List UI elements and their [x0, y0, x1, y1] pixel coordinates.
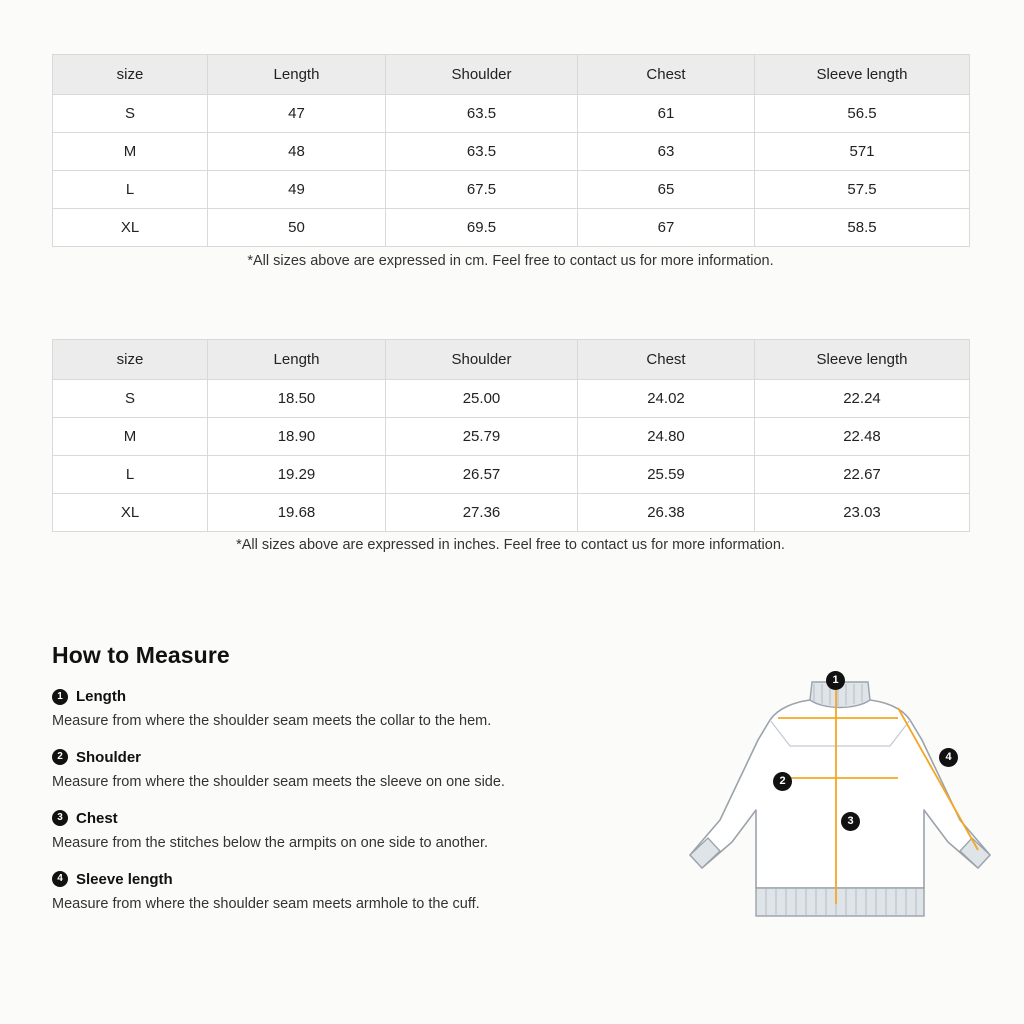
number-badge-icon: 4: [52, 871, 68, 887]
column-header: Sleeve length: [755, 340, 970, 380]
table-header-row: [53, 340, 970, 380]
number-badge-icon: 3: [52, 810, 68, 826]
measure-label: Sleeve length: [76, 870, 173, 888]
cell-chest: 65: [578, 171, 755, 209]
cell-length: 48: [208, 133, 386, 171]
measure-head: [52, 749, 652, 766]
cell-length: 47: [208, 95, 386, 133]
measure-label: Length: [76, 688, 126, 705]
cell-shoulder: 63.5: [386, 133, 578, 171]
cell-length: 50: [208, 209, 386, 247]
cell-size: XL: [53, 209, 208, 247]
cell-chest: 24.80: [578, 418, 755, 456]
table-header-row: [53, 55, 970, 95]
jacket-diagram-icon: [660, 660, 1020, 950]
measure-description: Measure from the stitches below the armpits on one side to another.: [52, 834, 489, 851]
cell-shoulder: 63.5: [386, 95, 578, 133]
size-table-inch: [52, 339, 970, 532]
cell-length: 19.29: [208, 456, 386, 494]
how-to-measure-list: [52, 688, 652, 931]
measure-item-shoulder: [52, 749, 652, 792]
cell-shoulder: 26.57: [386, 456, 578, 494]
measure-item-chest: [52, 810, 652, 853]
cell-length: 18.50: [208, 380, 386, 418]
table-row: [53, 171, 970, 209]
size-table-cm: [52, 54, 970, 247]
cell-size: S: [53, 380, 208, 418]
cell-chest: 63: [578, 133, 755, 171]
cell-size: M: [53, 418, 208, 456]
cell-sleeve-length: 57.5: [755, 171, 970, 209]
cell-sleeve-length: 56.5: [755, 95, 970, 133]
cell-size: XL: [53, 494, 208, 532]
cell-chest: 25.59: [578, 456, 755, 494]
number-badge-icon: 1: [52, 689, 68, 705]
illustration-badge-chest: 3: [841, 812, 860, 831]
cell-chest: 67: [578, 209, 755, 247]
garment-illustration: [660, 660, 1020, 950]
table-row: [53, 380, 970, 418]
table-row: [53, 95, 970, 133]
table-row: [53, 456, 970, 494]
table-row: [53, 494, 970, 532]
column-header: Shoulder: [386, 55, 578, 95]
measure-description: Measure from where the shoulder seam meets the sleeve on one side.: [52, 773, 505, 790]
table-row: [53, 418, 970, 456]
cell-sleeve-length: 22.48: [755, 418, 970, 456]
cell-shoulder: 25.00: [386, 380, 578, 418]
cell-sleeve-length: 22.67: [755, 456, 970, 494]
illustration-badge-shoulder: 2: [773, 772, 792, 791]
cell-size: S: [53, 95, 208, 133]
cell-size: L: [53, 456, 208, 494]
table-note-inch: *All sizes above are expressed in inches. Feel free to contact us for more information.: [236, 537, 785, 553]
column-header: Chest: [578, 340, 755, 380]
cell-length: 18.90: [208, 418, 386, 456]
cell-shoulder: 25.79: [386, 418, 578, 456]
measure-label: Chest: [76, 809, 118, 827]
number-badge-icon: 2: [52, 749, 68, 765]
column-header: Length: [208, 340, 386, 380]
column-header: Chest: [578, 55, 755, 95]
column-header: size: [53, 55, 208, 95]
measure-description: Measure from where the shoulder seam meets armhole to the cuff.: [52, 895, 480, 912]
cell-chest: 26.38: [578, 494, 755, 532]
illustration-badge-length: 1: [826, 671, 845, 690]
cell-sleeve-length: 58.5: [755, 209, 970, 247]
cell-shoulder: 27.36: [386, 494, 578, 532]
cell-shoulder: 67.5: [386, 171, 578, 209]
cell-shoulder: 69.5: [386, 209, 578, 247]
measure-item-length: [52, 688, 652, 731]
table-row: [53, 209, 970, 247]
cell-chest: 61: [578, 95, 755, 133]
table-note-cm: *All sizes above are expressed in cm. Feel free to contact us for more information.: [247, 253, 774, 269]
measure-description: Measure from where the shoulder seam meets the collar to the hem.: [52, 713, 492, 729]
cell-length: 49: [208, 171, 386, 209]
column-header: size: [53, 340, 208, 380]
cell-size: L: [53, 171, 208, 209]
cell-sleeve-length: 571: [755, 133, 970, 171]
measure-item-sleeve-length: [52, 871, 652, 914]
measure-head: [52, 810, 652, 827]
cell-sleeve-length: 23.03: [755, 494, 970, 532]
column-header: Length: [208, 55, 386, 95]
measure-head: [52, 688, 652, 705]
column-header: Sleeve length: [755, 55, 970, 95]
measure-head: [52, 871, 652, 888]
cell-sleeve-length: 22.24: [755, 380, 970, 418]
cell-length: 19.68: [208, 494, 386, 532]
cell-chest: 24.02: [578, 380, 755, 418]
column-header: Shoulder: [386, 340, 578, 380]
cell-size: M: [53, 133, 208, 171]
table-row: [53, 133, 970, 171]
measure-label: Shoulder: [76, 748, 142, 766]
how-to-measure-title: How to Measure: [52, 642, 230, 668]
illustration-badge-sleeve-length: 4: [939, 748, 958, 767]
